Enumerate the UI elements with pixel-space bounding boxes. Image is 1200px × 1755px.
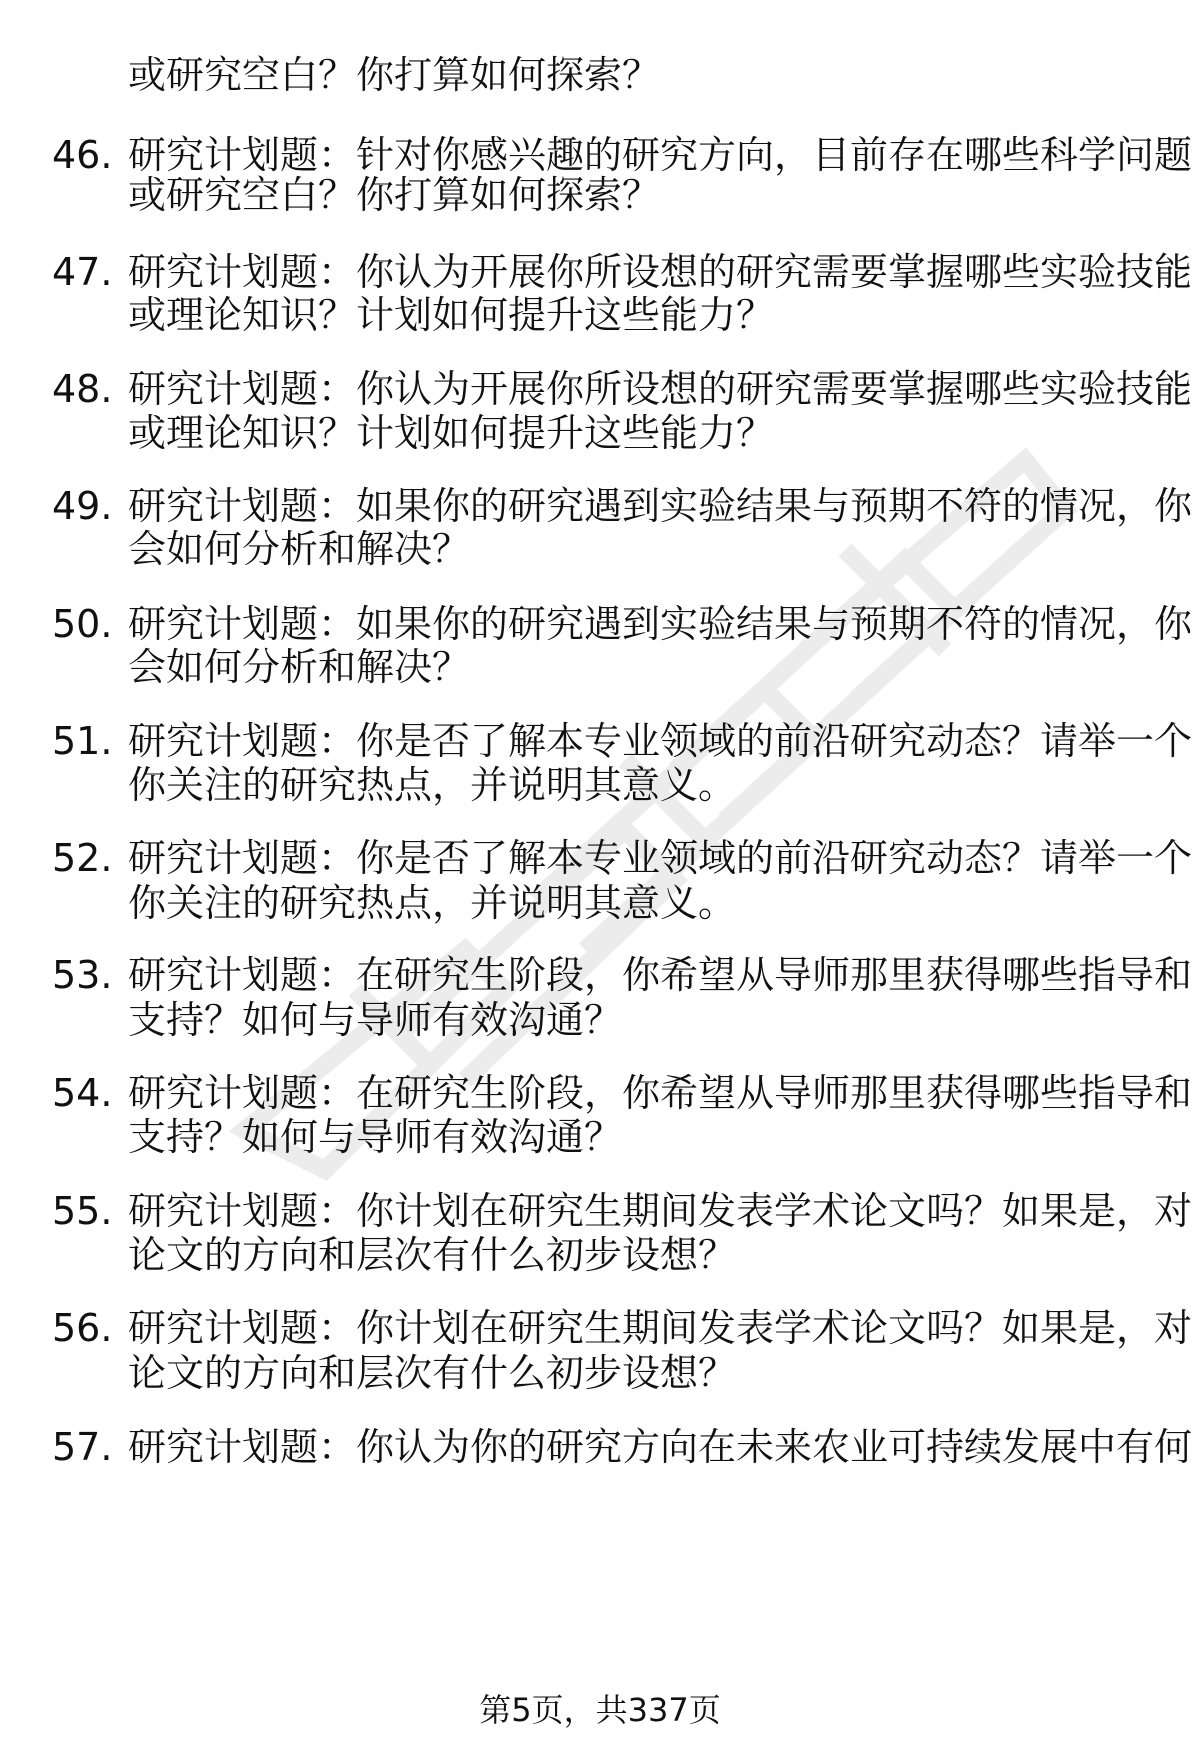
question-text-line1: 研究计划题：你计划在研究生期间发表学术论文吗？如果是，对 [128,1189,1193,1233]
question-text-line2: 会如何分析和解决？ [128,527,471,571]
question-text-line2: 会如何分析和解决？ [128,645,471,689]
question-number: 52. [52,836,113,880]
question-number: 56. [52,1306,113,1350]
question-text-line2: 你关注的研究热点，并说明其意义。 [128,881,737,925]
question-number: 51. [52,719,113,763]
question-text-line1: 研究计划题：你计划在研究生期间发表学术论文吗？如果是，对 [128,1306,1193,1350]
continuation-line: 或研究空白？你打算如何探索？ [128,53,661,97]
question-number: 48. [52,367,113,411]
question-number: 54. [52,1071,113,1115]
question-number: 46. [52,133,113,177]
page-counter: 第5页，共337页 [479,1691,721,1729]
question-text-line2: 或研究空白？你打算如何探索？ [128,173,661,217]
question-text-line1: 研究计划题：你认为你的研究方向在未来农业可持续发展中有何 [128,1425,1193,1469]
question-number: 53. [52,953,113,997]
question-text-line2: 你关注的研究热点，并说明其意义。 [128,763,737,807]
question-text-line1: 研究计划题：你是否了解本专业领域的前沿研究动态？请举一个 [128,836,1193,880]
question-text-line1: 研究计划题：在研究生阶段，你希望从导师那里获得哪些指导和 [128,1071,1193,1115]
question-number: 50. [52,602,113,646]
question-number: 55. [52,1189,113,1233]
question-text-line2: 支持？如何与导师有效沟通？ [128,1115,623,1159]
question-text-line1: 研究计划题：你是否了解本专业领域的前沿研究动态？请举一个 [128,719,1193,763]
question-text-line2: 或理论知识？计划如何提升这些能力？ [128,293,775,337]
question-text-line1: 研究计划题：如果你的研究遇到实验结果与预期不符的情况，你 [128,602,1193,646]
question-text-line1: 研究计划题：你认为开展你所设想的研究需要掌握哪些实验技能 [128,250,1193,294]
question-number: 47. [52,250,113,294]
question-text-line1: 研究计划题：你认为开展你所设想的研究需要掌握哪些实验技能 [128,367,1193,411]
question-text-line1: 研究计划题：针对你感兴趣的研究方向，目前存在哪些科学问题 [128,133,1193,177]
question-text-line2: 论文的方向和层次有什么初步设想？ [128,1233,737,1277]
question-text-line2: 论文的方向和层次有什么初步设想？ [128,1351,737,1395]
question-text-line2: 或理论知识？计划如何提升这些能力？ [128,411,775,455]
question-text-line2: 支持？如何与导师有效沟通？ [128,998,623,1042]
question-text-line1: 研究计划题：如果你的研究遇到实验结果与预期不符的情况，你 [128,484,1193,528]
question-number: 49. [52,484,113,528]
question-number: 57. [52,1425,113,1469]
question-text-line1: 研究计划题：在研究生阶段，你希望从导师那里获得哪些指导和 [128,953,1193,997]
